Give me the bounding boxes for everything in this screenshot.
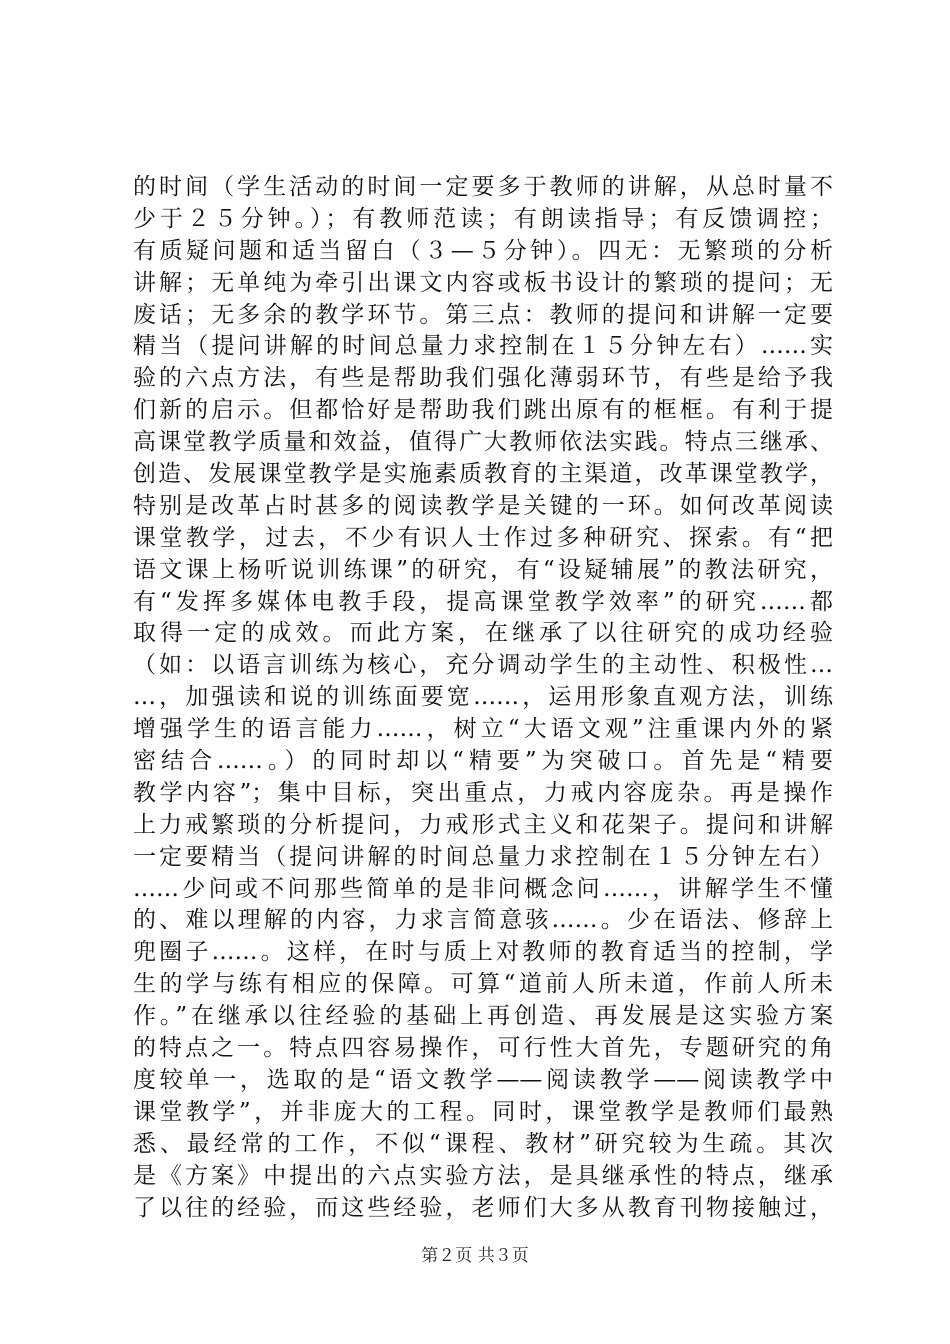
- text-line: 教学内容”；集中目标，突出重点，力戒内容庞杂。再是操作: [133, 779, 833, 806]
- body-text: [133, 172, 833, 1224]
- text-line: 的时间（学生活动的时间一定要多于教师的讲解，从总时量不: [133, 174, 833, 200]
- text-line: 的、难以理解的内容，力求言简意骇……。少在语法、修辞上: [133, 907, 833, 934]
- text-line: 生的学与练有相应的保障。可算“道前人所未道，作前人所未: [133, 971, 833, 998]
- text-line: 密结合……。）的同时却以“精要”为突破口。首先是“精要: [133, 748, 833, 775]
- text-line: 度较单一，选取的是“语文教学——阅读教学——阅读教学中: [133, 1066, 833, 1093]
- text-line: 废话；无多余的教学环节。第三点：教师的提问和讲解一定要: [133, 301, 833, 328]
- text-line: 课堂教学”，并非庞大的工程。同时，课堂教学是教师们最熟: [133, 1098, 833, 1125]
- text-line: 作。”在继承以往经验的基础上再创造、再发展是这实验方案: [133, 1003, 833, 1030]
- text-line: 兜圈子……。这样，在时与质上对教师的教育适当的控制，学: [133, 939, 833, 966]
- text-line: ……少问或不问那些简单的是非问概念问……，讲解学生不懂: [133, 875, 833, 902]
- text-line: 取得一定的成效。而此方案，在继承了以往研究的成功经验: [133, 620, 833, 647]
- text-line: 语文课上杨听说训练课”的研究，有“设疑辅展”的教法研究，: [133, 556, 833, 583]
- text-line: 特别是改革占时甚多的阅读教学是关键的一环。如何改革阅读: [133, 492, 833, 519]
- text-line: 少于２５分钟。）；有教师范读；有朗读指导；有反馈调控；: [133, 205, 833, 232]
- text-line: 有质疑问题和适当留白（３—５分钟）。四无：无繁琐的分析: [133, 237, 833, 264]
- text-line: 了以往的经验，而这些经验，老师们大多从教育刊物接触过，: [133, 1194, 833, 1221]
- text-line: 一定要精当（提问讲解的时间总量力求控制在１５分钟左右）: [133, 843, 833, 870]
- text-line: 有“发挥多媒体电教手段，提高课堂教学效率”的研究……都: [133, 588, 833, 615]
- text-line: 高课堂教学质量和效益，值得广大教师依法实践。特点三继承、: [133, 429, 833, 456]
- text-line: （如：以语言训练为核心，充分调动学生的主动性、积极性…: [133, 652, 833, 679]
- text-line: 讲解；无单纯为牵引出课文内容或板书设计的繁琐的提问；无: [133, 269, 833, 296]
- text-line: 增强学生的语言能力……，树立“大语文观”注重课内外的紧: [133, 716, 833, 743]
- text-line: 的特点之一。特点四容易操作，可行性大首先，专题研究的角: [133, 1035, 833, 1062]
- text-line: 创造、发展课堂教学是实施素质教育的主渠道，改革课堂教学，: [133, 461, 833, 488]
- text-line: …，加强读和说的训练面要宽……，运用形象直观方法，训练: [133, 684, 833, 711]
- text-line: 课堂教学，过去，不少有识人士作过多种研究、探索。有“把: [133, 524, 833, 551]
- text-line: 验的六点方法，有些是帮助我们强化薄弱环节，有些是给予我: [133, 365, 833, 392]
- text-line: 们新的启示。但都恰好是帮助我们跳出原有的框框。有利于提: [133, 397, 833, 424]
- page-footer: 第２页 共３页: [421, 1246, 529, 1266]
- text-line: 上力戒繁琐的分析提问，力戒形式主义和花架子。提问和讲解: [133, 811, 833, 838]
- text-line: 精当（提问讲解的时间总量力求控制在１５分钟左右）……实: [133, 333, 833, 360]
- text-line: 是《方案》中提出的六点实验方法，是具继承性的特点，继承: [133, 1162, 833, 1189]
- text-line: 悉、最经常的工作，不似“课程、教材”研究较为生疏。其次: [133, 1130, 833, 1157]
